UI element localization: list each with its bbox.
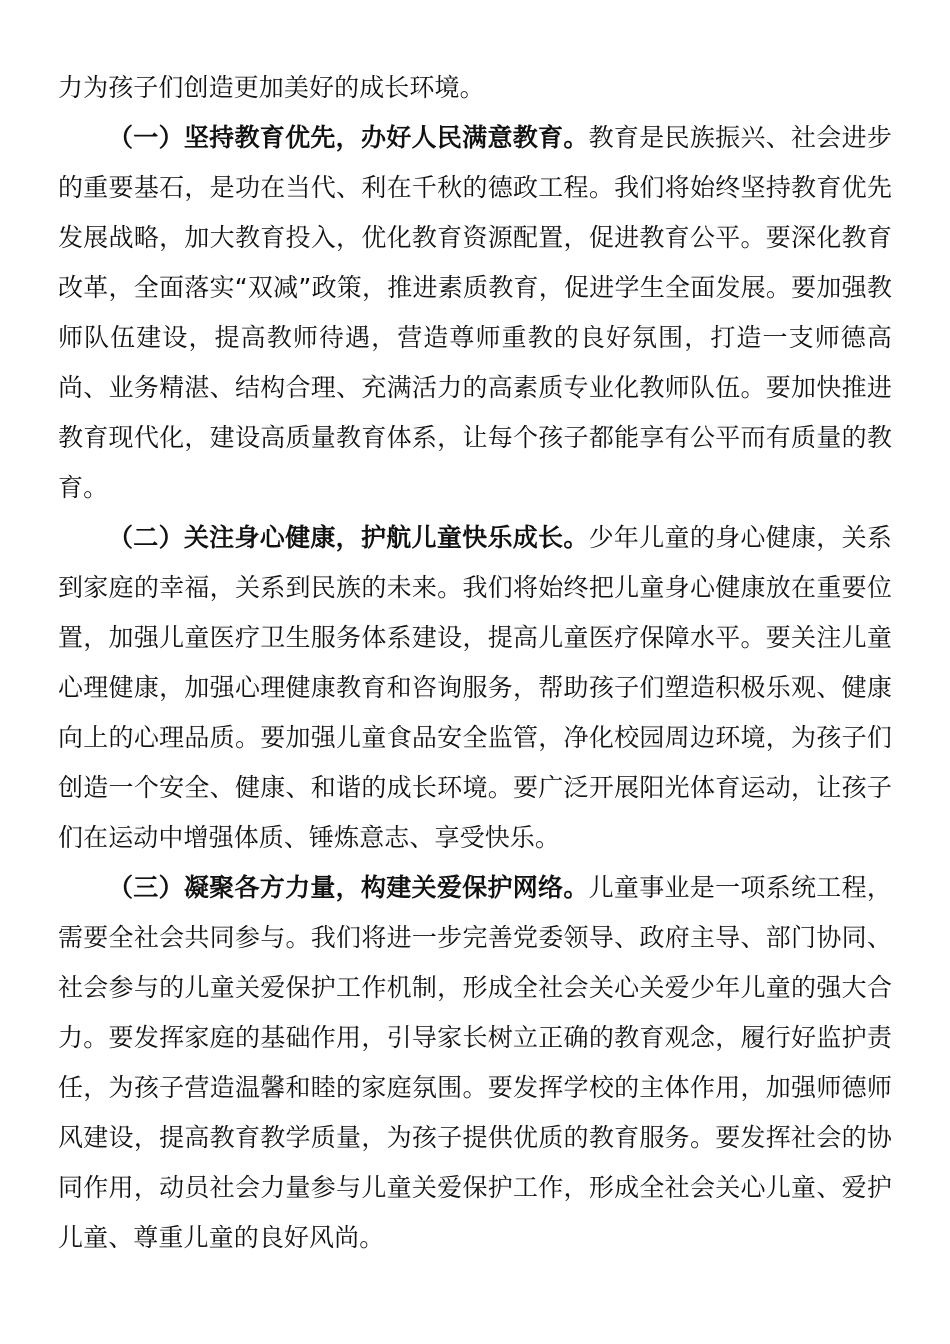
section-3-paragraph [58, 863, 892, 1263]
section-2-paragraph [58, 513, 892, 863]
section-1-text: 教育是民族振兴、社会进步的重要基石，是功在当代、利在千秋的德政工程。我们将始终坚持教育优先发展战略，加大教育投入，优化教育资源配置，促进教育公平。要深化教育改革，全面落实“双减”政策，推进素质教育，促进学生全面发展。要加强教师队伍建设，提高教师待遇，营造尊师重教的良好氛围，打造一支师德高尚、业务精湛、结构合理、充满活力的高素质专业化教师队伍。要加快推进教育现代化，建设高质量教育体系，让每个孩子都能享有公平而有质量的教育。 [58, 123, 893, 502]
section-3-heading: （三）凝聚各方力量，构建关爱保护网络。 [108, 873, 589, 902]
document-body [58, 63, 892, 1263]
continuation-paragraph: 力为孩子们创造更加美好的成长环境。 [58, 73, 485, 102]
section-2-heading: （二）关注身心健康，护航儿童快乐成长。 [108, 523, 589, 552]
section-2-text: 少年儿童的身心健康，关系到家庭的幸福，关系到民族的未来。我们将始终把儿童身心健康放在重要位置，加强儿童医疗卫生服务体系建设，提高儿童医疗保障水平。要关注儿童心理健康，加强心理健康教育和咨询服务，帮助孩子们塑造积极乐观、健康向上的心理品质。要加强儿童食品安全监管，净化校园周边环境，为孩子们创造一个安全、健康、和谐的成长环境。要广泛开展阳光体育运动，让孩子们在运动中增强体质、锤炼意志、享受快乐。 [58, 523, 893, 852]
section-1-heading: （一）坚持教育优先，办好人民满意教育。 [108, 123, 589, 152]
section-1-paragraph [58, 113, 892, 513]
section-3-text: 儿童事业是一项系统工程，需要全社会共同参与。我们将进一步完善党委领导、政府主导、部门协同、社会参与的儿童关爱保护工作机制，形成全社会关心关爱少年儿童的强大合力。要发挥家庭的基础作用，引导家长树立正确的教育观念，履行好监护责任，为孩子营造温馨和睦的家庭氛围。要发挥学校的主体作用，加强师德师风建设，提高教育教学质量，为孩子提供优质的教育服务。要发挥社会的协同作用，动员社会力量参与儿童关爱保护工作，形成全社会关心儿童、爱护儿童、尊重儿童的良好风尚。 [58, 873, 893, 1252]
